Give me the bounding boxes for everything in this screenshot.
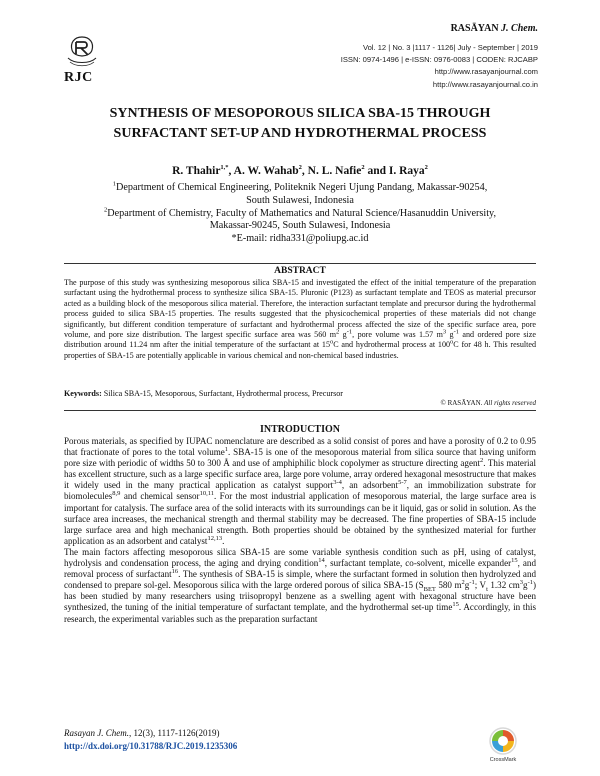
intro-paragraph: Porous materials, as specified by IUPAC nomenclature are described as a solid consist of pores and have a porosity of 0.2 to 0.95 that fractionate of pores to the total volume$^1$. SBA-15 is one of the mesoporous material from silica source that having uniform pore size with periodic of widths 50 to 300 Å and use of amphiphilic block copolymer as structure directing agent$^2$. This material has excellent structure, such as a large specific surface area, large pore volume, array ordered hexagonal mesostructure that makes it widely used in the many practical application as catalyst support$^{3-4}$, an adsorbent$^{5-7}$, an immobilization substrate for biomolecules$^{8,9}$ and chemical sensor$^{10,11}$. For the most industrial application of mesoporous material, the large surface area is important for catalysis. The surface area of the solid interacts with its surroundings can be it liquid, gas or solid in solution. As the surface area increases, the mechanical strength and thermal stability may be decreased. The fine properties of SBA-15 include large surface area and high mechanical strength. Both properties should be obtained by the synthesized material for further application as an adsorbent and catalyst$^{12,13}$. <box>64 436 536 546</box>
author-name: R. Thahir <box>172 165 221 177</box>
affiliations <box>60 182 540 246</box>
author-sep: , <box>228 165 234 177</box>
keywords-label: Keywords: <box>64 389 102 398</box>
crossmark-icon[interactable] <box>488 726 518 756</box>
author-sep: and <box>364 165 389 177</box>
author-name: I. Raya <box>388 165 425 177</box>
meta-url-coin[interactable]: http://www.rasayanjournal.co.in <box>432 79 538 89</box>
author-list <box>60 165 540 177</box>
affiliation-line: Department of Chemistry, Faculty of Mathematics and Natural Science/Hasanuddin University, <box>107 207 497 219</box>
meta-volume: Vol. 12 | No. 3 |1117 - 1126| July - September | 2019 <box>362 43 538 52</box>
introduction-text <box>64 436 536 625</box>
meta-url-com[interactable]: http://www.rasayanjournal.com <box>434 67 538 77</box>
author-sep: , <box>301 165 308 177</box>
title-line: SURFACTANT SET-UP AND HYDROTHERMAL PROCESS <box>113 126 487 141</box>
author-sup: 2 <box>298 164 302 172</box>
meta-issn: ISSN: 0974-1496 | e-ISSN: 0976-0083 | CODEN: RJCABP <box>340 55 538 65</box>
title-line: SYNTHESIS OF MESOPOROUS SILICA SBA-15 THROUGH <box>109 106 491 121</box>
author-sup: 1,* <box>220 164 229 172</box>
affiliation-sup: 2 <box>103 206 108 214</box>
copyright-notice: © RASĀYAN. All rights reserved <box>440 399 536 407</box>
paper-title <box>60 104 540 144</box>
author-name: N. L. Nafie <box>307 165 362 177</box>
affiliation-line: Makassar-90245, South Sulawesi, Indonesia <box>209 220 391 232</box>
abstract-bottom-rule <box>64 410 536 411</box>
keywords <box>64 389 536 398</box>
journal-logo-text: RJC <box>64 70 93 85</box>
intro-paragraph: The main factors affecting mesoporous silica SBA-15 are some variable synthesis condition such as pH, using of catalyst, hydrolysis and condensation process, the aging and drying condition$^{14}$, surfactant template, co-solvent, micelle expander$^{15}$, and removal process of surfactant$^{16}$. The synthesis of SBA-15 is simple, where the surfactant formed in solution then hydrolyzed and condensed to prepare sol-gel. Mesoporous silica with the large ordered porous of silica SBA-15 ($S_{BET}$ 580 $m^2g^{-1}$; $V_t$ 1.32 $cm^3g^{-1}$) has been studied by many researchers using triisopropyl benzene as a swelling agent with hexagonal structure have been synthesized, the tuning of the initial temperature of surfactant template, and the hydrothermal set-up time$^{15}$. Accordingly, in this research, the experimental variables such as the preparation surfactant <box>64 546 536 624</box>
corresponding-email[interactable]: *E-mail: ridha331@poliupg.ac.id <box>231 233 369 245</box>
journal-name-suffix: J. Chem. <box>501 23 538 34</box>
crossmark-label: CrossMark <box>489 757 517 763</box>
affiliation-sup: 1 <box>112 180 116 188</box>
journal-logo-icon <box>64 34 100 70</box>
doi-link[interactable]: http://dx.doi.org/10.31788/RJC.2019.1235306 <box>64 741 238 751</box>
abstract-top-rule <box>64 263 536 264</box>
journal-meta <box>341 42 538 91</box>
affiliation-1 <box>60 182 540 195</box>
journal-name <box>451 23 538 34</box>
affiliation-2 <box>60 208 540 221</box>
abstract-heading: ABSTRACT <box>274 266 326 276</box>
author-name: A. W. Wahab <box>233 165 299 177</box>
keywords-text: Silica SBA-15, Mesoporous, Surfactant, Hydrothermal process, Precursor <box>101 389 343 398</box>
introduction-heading: INTRODUCTION <box>259 424 340 435</box>
journal-name-main: RASĀYAN <box>450 23 499 34</box>
affiliation-line: Department of Chemical Engineering, Politeknik Negeri Ujung Pandang, Makassar-90254, <box>115 182 488 193</box>
author-sup: 2 <box>424 164 428 172</box>
author-sup: 2 <box>361 164 365 172</box>
affiliation-line: South Sulawesi, Indonesia <box>246 194 354 206</box>
footer-citation: Rasayan J. Chem., 12(3), 1117-1126(2019) <box>64 728 220 738</box>
abstract-text: The purpose of this study was synthesizing mesoporous silica SBA-15 and investigated the effect of the initial temperature of the preparation surfactant using the hydrothermal process to synthesize silica SBA-15. Pluronic (P123) as surfactant template and TEOS as material precursor acted as a building block of the mesoporous silica material. Therefore, the interaction surfactant template and precursor during the hydrothermal process guided to silica SBA-15 properties. The results suggested that the physicochemical properties of these materials did not change significantly, but different condition temperature of surfactant and hydrothermal process affected the size of the specific surface area, pore volume, and pore size distribution. The largest specific surface area was 560 $m^2$ $g^{-1}$, pore volume was 1.57 $m^3$ $g^{-1}$ and ordered pore size distribution around 11.24 nm after the initial temperature of the surfactant at 15$^o$C and hydrothermal process at 100$^o$C for 48 h. This resulted properties of SBA-15 are potentially applicable in various chemical and non-chemical based industries. <box>64 278 537 360</box>
